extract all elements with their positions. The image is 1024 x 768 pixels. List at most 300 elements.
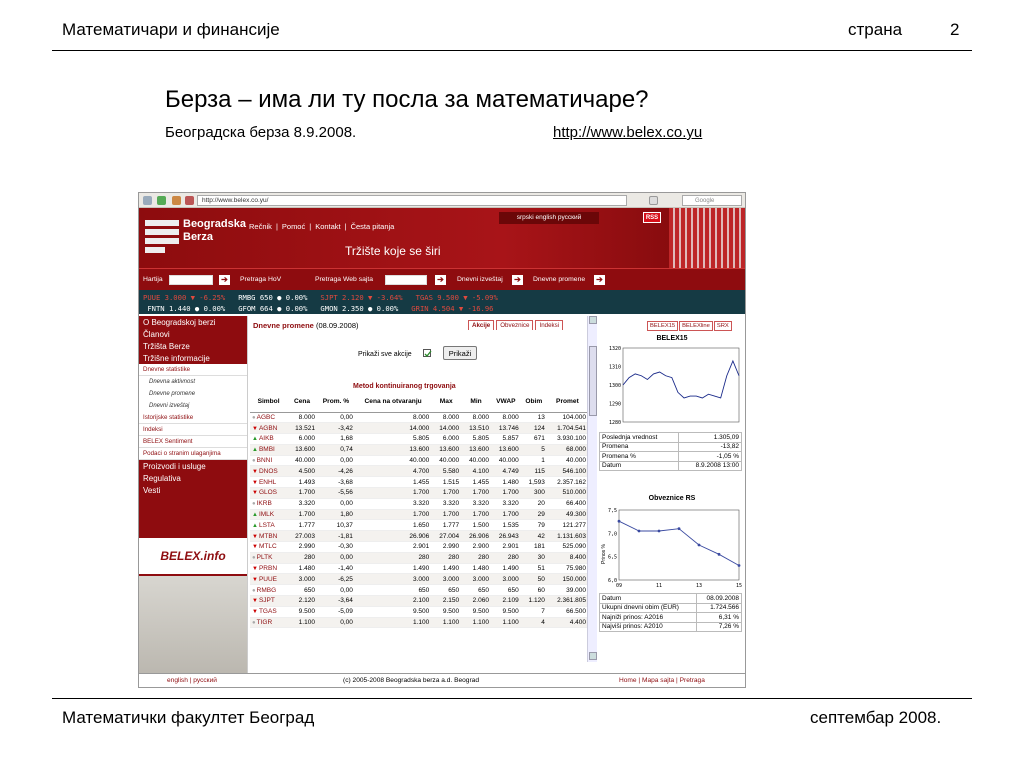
method-label: Metod kontinuiranog trgovanja — [353, 383, 456, 390]
hartija-label: Hartija — [143, 276, 163, 283]
sidebar-item[interactable]: Članovi — [143, 330, 170, 339]
table-cell: 1.700 — [355, 488, 431, 499]
table-row[interactable] — [250, 542, 588, 553]
symbol-text: AIKB — [258, 435, 274, 443]
scroll-up-icon[interactable] — [589, 316, 597, 324]
table-cell: 1.100 — [287, 617, 317, 628]
table-cell: 546.100 — [547, 466, 588, 477]
sidebar-subitem[interactable]: Indeksi — [139, 424, 247, 436]
table-cell: 8.000 — [491, 412, 521, 423]
table-cell: 1.100 — [431, 617, 461, 628]
footer-languages[interactable]: english | русский — [167, 677, 217, 684]
change-direction-icon: ▲ — [252, 522, 258, 529]
hartija-go-button[interactable]: ➔ — [219, 275, 230, 285]
web-search-input[interactable] — [385, 275, 427, 285]
bonds-table — [599, 593, 742, 632]
table-cell: 1.700 — [287, 488, 317, 499]
table-cell: 39.000 — [547, 585, 588, 596]
change-direction-icon: ▼ — [252, 490, 258, 497]
language-switch[interactable]: srpski english русский — [499, 212, 599, 224]
symbol-cell[interactable] — [250, 574, 287, 585]
table-cell: -3,64 — [317, 596, 355, 607]
table-cell: 181 — [521, 542, 547, 553]
belex15-table — [599, 432, 742, 471]
data-point — [678, 527, 681, 530]
table-cell: 1.700 — [355, 509, 431, 520]
table-cell: 2.150 — [431, 596, 461, 607]
show-all-label: Prikaži sve akcije — [358, 351, 412, 358]
table-cell: -3,68 — [317, 477, 355, 488]
table-cell: 650 — [461, 585, 491, 596]
symbol-cell[interactable] — [250, 455, 287, 466]
table-cell: 0,74 — [317, 444, 355, 455]
data-point — [658, 530, 661, 533]
ticker-item[interactable]: RMBG 650 ● 0.00% — [225, 293, 308, 302]
table-cell: 1.777 — [287, 520, 317, 531]
dnevne-promene-link[interactable]: Dnevne promene — [533, 276, 586, 283]
sidebar-item[interactable]: Tržišne informacije — [143, 354, 210, 363]
table-cell: 280 — [287, 552, 317, 563]
symbol-cell[interactable] — [250, 498, 287, 509]
sidebar-subitem[interactable]: Istorijske statistike — [139, 412, 247, 424]
sidebar-item[interactable]: Vesti — [143, 486, 161, 495]
home-icon[interactable] — [172, 196, 181, 205]
brand-name[interactable] — [183, 218, 246, 244]
rss-button[interactable]: RSS — [643, 212, 661, 223]
table-cell: 14.000 — [355, 423, 431, 434]
table-cell: 4.400 — [547, 617, 588, 628]
label-cell: Promena — [600, 442, 679, 452]
search-box[interactable]: Google — [682, 195, 742, 206]
table-cell: -1,40 — [317, 563, 355, 574]
symbol-text: AGBN — [258, 424, 278, 432]
table-cell: 13.600 — [461, 444, 491, 455]
sidebar-item[interactable]: O Beogradskoj berzi — [143, 318, 216, 327]
table-cell: 40.000 — [461, 455, 491, 466]
dnevni-izvestaj-link[interactable]: Dnevni izveštaj — [457, 276, 503, 283]
symbol-text: PLTK — [256, 554, 273, 562]
table-cell: 6.000 — [287, 434, 317, 445]
table-cell: 6.000 — [431, 434, 461, 445]
scroll-down-icon[interactable] — [589, 652, 597, 660]
quotes-table — [250, 392, 588, 628]
y-tick-label: 1310 — [608, 364, 621, 371]
sidebar-item[interactable]: Proizvodi i usluge — [143, 462, 206, 471]
bookmark-icon[interactable] — [185, 196, 194, 205]
value-cell: 7,26 % — [697, 622, 742, 632]
nav-separator: | — [275, 222, 278, 231]
symbol-text: GLOS — [258, 489, 278, 497]
slide-subtitle: Београдска берза 8.9.2008. — [165, 124, 357, 141]
symbol-cell[interactable] — [250, 509, 287, 520]
symbol-text: RMBG — [256, 586, 277, 594]
plot-frame — [619, 510, 739, 580]
izvestaj-go-button[interactable]: ➔ — [512, 275, 523, 285]
table-cell: 9.500 — [491, 606, 521, 617]
table-cell: 13.600 — [431, 444, 461, 455]
table-cell: 5 — [521, 444, 547, 455]
web-search-go-button[interactable]: ➔ — [435, 275, 446, 285]
table-row[interactable] — [250, 498, 588, 509]
change-direction-icon: ● — [252, 587, 256, 594]
main-content — [247, 316, 599, 683]
nav-link[interactable]: Pomoć — [281, 222, 306, 231]
table-cell: 66.500 — [547, 606, 588, 617]
table-cell: 1 — [521, 455, 547, 466]
table-row[interactable] — [250, 466, 588, 477]
table-cell: 0,00 — [317, 498, 355, 509]
show-all-checkbox[interactable] — [423, 349, 431, 357]
table-cell: 1.700 — [461, 509, 491, 520]
symbol-cell[interactable] — [250, 596, 287, 607]
pretraga-web-label: Pretraga Web sajta — [315, 276, 374, 283]
symbol-cell[interactable] — [250, 563, 287, 574]
table-cell: 510.000 — [547, 488, 588, 499]
table-cell: 8.400 — [547, 552, 588, 563]
site-footer — [139, 673, 745, 687]
table-row[interactable] — [250, 455, 588, 466]
y-tick-label: 1290 — [608, 401, 621, 408]
table-cell: 42 — [521, 531, 547, 542]
main-tabs — [468, 320, 565, 330]
table-cell: 66.400 — [547, 498, 588, 509]
table-row[interactable] — [250, 606, 588, 617]
change-direction-icon: ● — [252, 555, 256, 562]
table-cell: 9.500 — [287, 606, 317, 617]
table-cell: -3,42 — [317, 423, 355, 434]
symbol-cell[interactable] — [250, 412, 287, 423]
table-cell: 280 — [491, 552, 521, 563]
symbol-cell[interactable] — [250, 466, 287, 477]
ticker-line-1 — [143, 292, 745, 303]
stock-ticker — [139, 290, 745, 314]
symbol-text: BMBI — [258, 446, 275, 454]
sidebar-subitem[interactable]: Dnevne statistike — [139, 364, 247, 376]
table-cell: 10,37 — [317, 520, 355, 531]
data-point — [698, 544, 701, 547]
scroll-thumb[interactable] — [589, 346, 597, 416]
title-text: Dnevne promene — [253, 321, 314, 330]
table-row — [600, 452, 742, 462]
table-cell: 13.600 — [491, 444, 521, 455]
table-cell: 2.901 — [491, 542, 521, 553]
table-row — [600, 461, 742, 471]
table-cell: 8.000 — [461, 412, 491, 423]
table-cell: 1,80 — [317, 509, 355, 520]
table-cell: -6,25 — [317, 574, 355, 585]
table-cell: 40.000 — [491, 455, 521, 466]
table-cell: 26.906 — [355, 531, 431, 542]
belex-info-logo[interactable]: BELEX.info — [139, 538, 247, 574]
ticker-item[interactable]: SJPT 2.120 ▼ -3.64% — [307, 293, 403, 302]
table-cell: 1.700 — [491, 488, 521, 499]
x-tick-label: 15 — [735, 583, 743, 589]
table-cell: 650 — [431, 585, 461, 596]
value-cell: 08.09.2008 — [697, 594, 742, 604]
table-row[interactable] — [250, 531, 588, 542]
tab-obveznice[interactable]: Obveznice — [496, 320, 533, 330]
sidebar-item[interactable]: Tržišta Berze — [143, 342, 190, 351]
table-cell: 650 — [491, 585, 521, 596]
table-row[interactable] — [250, 444, 588, 455]
table-row[interactable] — [250, 477, 588, 488]
label-cell: Najniži prinos: A2016 — [600, 613, 697, 623]
belex-link[interactable]: http://www.belex.co.yu — [553, 124, 703, 141]
top-nav — [249, 222, 398, 231]
table-cell: 60 — [521, 585, 547, 596]
x-tick-label: 13 — [695, 583, 703, 589]
sidebar-subsubitem[interactable]: Dnevne promene — [139, 388, 247, 400]
tab-srx[interactable]: SRX — [714, 321, 732, 331]
promene-go-button[interactable]: ➔ — [594, 275, 605, 285]
symbol-cell[interactable] — [250, 477, 287, 488]
table-cell: 1.100 — [355, 617, 431, 628]
search-bar — [139, 268, 745, 290]
symbol-text: DNOS — [258, 467, 278, 475]
data-point — [638, 530, 641, 533]
symbol-cell[interactable] — [250, 617, 287, 628]
table-cell: 4.100 — [461, 466, 491, 477]
table-cell: 124 — [521, 423, 547, 434]
y-tick-label: 6,5 — [607, 554, 617, 561]
symbol-cell[interactable] — [250, 531, 287, 542]
plot-frame — [623, 348, 739, 422]
table-row[interactable] — [250, 434, 588, 445]
table-row[interactable] — [250, 574, 588, 585]
table-cell: 4.700 — [355, 466, 431, 477]
value-cell: 8.9.2008 13:00 — [678, 461, 741, 471]
table-cell: 29 — [521, 509, 547, 520]
symbol-text: IKRB — [256, 500, 272, 508]
bonds-chart — [599, 504, 745, 590]
table-cell: 13.746 — [491, 423, 521, 434]
ticker-item[interactable]: PUUE 3.000 ▼ -6.25% — [143, 293, 226, 302]
symbol-cell[interactable] — [250, 542, 287, 553]
table-cell: 68.000 — [547, 444, 588, 455]
table-scrollbar[interactable] — [587, 316, 597, 662]
table-cell: 671 — [521, 434, 547, 445]
symbol-text: BNNI — [256, 457, 273, 465]
slide-header-title: Математичари и финансије — [62, 20, 280, 39]
table-cell: 75.980 — [547, 563, 588, 574]
ticker-item[interactable]: FNTN 1.440 ● 0.00% — [143, 304, 226, 313]
table-cell: 2.901 — [355, 542, 431, 553]
footer-right: септембар 2008. — [810, 708, 942, 727]
nav-link[interactable]: Rečnik — [249, 222, 272, 231]
table-cell: -5,09 — [317, 606, 355, 617]
symbol-text: MTLC — [258, 543, 277, 551]
table-row[interactable] — [250, 488, 588, 499]
table-cell: -5,56 — [317, 488, 355, 499]
symbol-text: IMLK — [258, 511, 275, 519]
table-cell: 20 — [521, 498, 547, 509]
table-cell: 280 — [431, 552, 461, 563]
star-icon[interactable] — [649, 196, 658, 205]
table-cell: 79 — [521, 520, 547, 531]
table-cell: -4,26 — [317, 466, 355, 477]
symbol-cell[interactable] — [250, 488, 287, 499]
y-tick-label: 7,5 — [607, 508, 617, 514]
symbol-cell[interactable] — [250, 585, 287, 596]
table-cell: 49.300 — [547, 509, 588, 520]
symbol-cell[interactable] — [250, 552, 287, 563]
sidebar-subsubitem[interactable]: Dnevni izveštaj — [139, 400, 247, 412]
title-date: (08.09.2008) — [315, 321, 359, 330]
data-point — [718, 553, 721, 556]
data-point — [738, 564, 741, 567]
hartija-input[interactable] — [169, 275, 213, 285]
sidebar-item[interactable]: Regulativa — [143, 474, 181, 483]
symbol-text: AGBC — [256, 413, 276, 421]
ticker-item[interactable]: GFOM 664 ● 0.00% — [225, 304, 308, 313]
table-cell: 40.000 — [547, 455, 588, 466]
table-cell: 1.490 — [491, 563, 521, 574]
table-cell: 8.000 — [287, 412, 317, 423]
nav-separator: | — [309, 222, 312, 231]
data-point — [618, 520, 621, 523]
change-direction-icon: ▼ — [252, 598, 258, 605]
change-direction-icon: ▼ — [252, 479, 258, 486]
column-header: Cena na otvaranju — [355, 392, 431, 412]
show-button[interactable]: Prikaži — [443, 346, 477, 360]
pretraga-hov-link[interactable]: Pretraga HoV — [240, 276, 282, 283]
footer-links[interactable]: Home | Mapa sajta | Pretraga — [619, 677, 705, 684]
change-direction-icon: ▼ — [252, 609, 258, 616]
y-tick-label: 1280 — [608, 420, 621, 426]
table-cell: 8.000 — [355, 412, 431, 423]
building-photo — [669, 208, 745, 268]
table-cell: 14.000 — [431, 423, 461, 434]
table-cell: 2.900 — [461, 542, 491, 553]
address-bar[interactable]: http://www.belex.co.yu/ — [197, 195, 627, 206]
tagline: Tržište koje se širi — [345, 244, 441, 258]
ticker-item[interactable]: GMON 2.350 ● 0.00% — [307, 304, 399, 313]
symbol-cell[interactable] — [250, 434, 287, 445]
table-row[interactable] — [250, 423, 588, 434]
table-row[interactable] — [250, 596, 588, 607]
table-cell: 9.500 — [431, 606, 461, 617]
column-header: VWAP — [491, 392, 521, 412]
table-cell: 2.109 — [491, 596, 521, 607]
table-cell: 3.000 — [287, 574, 317, 585]
table-cell: 1.100 — [491, 617, 521, 628]
value-cell: -13,82 — [678, 442, 741, 452]
table-row[interactable] — [250, 552, 588, 563]
table-row — [600, 433, 742, 443]
page-title — [253, 321, 359, 330]
belex-logo-icon[interactable] — [145, 218, 179, 252]
change-direction-icon: ▲ — [252, 447, 258, 454]
table-cell: 27.003 — [287, 531, 317, 542]
footer-left: Математички факултет Београд — [62, 708, 315, 727]
table-row[interactable] — [250, 617, 588, 628]
label-cell: Poslednja vrednost — [600, 433, 679, 443]
table-row[interactable] — [250, 585, 588, 596]
table-cell: 3.000 — [431, 574, 461, 585]
table-cell: -1,81 — [317, 531, 355, 542]
y-tick-label: 1320 — [608, 346, 621, 352]
table-cell: 8.000 — [431, 412, 461, 423]
table-cell: 3.320 — [431, 498, 461, 509]
table-cell: 121.277 — [547, 520, 588, 531]
tab-belexline[interactable]: BELEXline — [679, 321, 713, 331]
sidebar-subsubitem[interactable]: Dnevna aktivnost — [139, 376, 247, 388]
table-cell: 1.700 — [461, 488, 491, 499]
table-cell: 5.580 — [431, 466, 461, 477]
sidebar-subitem[interactable]: Podaci o stranim ulaganjima — [139, 448, 247, 460]
change-direction-icon: ▼ — [252, 576, 258, 583]
table-row — [600, 442, 742, 452]
table-row[interactable] — [250, 563, 588, 574]
ticker-item[interactable]: GRIN 4.504 ▼ -16.96 — [398, 304, 494, 313]
change-direction-icon: ▼ — [252, 566, 258, 573]
change-direction-icon: ● — [252, 458, 256, 465]
tab-akcije[interactable]: Akcije — [468, 320, 494, 330]
symbol-cell[interactable] — [250, 444, 287, 455]
symbol-cell[interactable] — [250, 520, 287, 531]
table-cell: 30 — [521, 552, 547, 563]
table-cell: 27.004 — [431, 531, 461, 542]
table-cell: 3.320 — [461, 498, 491, 509]
table-cell: 300 — [521, 488, 547, 499]
table-cell: 0,00 — [317, 585, 355, 596]
change-direction-icon: ▼ — [252, 468, 258, 475]
tab-indeksi[interactable]: Indeksi — [535, 320, 563, 330]
table-cell: 9.500 — [355, 606, 431, 617]
add-icon[interactable] — [157, 196, 166, 205]
sidebar-subitem[interactable]: BELEX Sentiment — [139, 436, 247, 448]
value-cell: 6,31 % — [697, 613, 742, 623]
table-cell: 280 — [355, 552, 431, 563]
symbol-text: ENHL — [258, 478, 277, 486]
table-row[interactable] — [250, 412, 588, 423]
table-row[interactable] — [250, 509, 588, 520]
symbol-text: TGAS — [258, 608, 277, 616]
table-cell: 280 — [461, 552, 491, 563]
table-cell: 115 — [521, 466, 547, 477]
table-cell: 104.000 — [547, 412, 588, 423]
symbol-cell[interactable] — [250, 423, 287, 434]
label-cell: Datum — [600, 461, 679, 471]
nav-link[interactable]: Česta pitanja — [350, 222, 395, 231]
tab-belex15[interactable]: BELEX15 — [647, 321, 678, 331]
table-row — [600, 613, 742, 623]
change-direction-icon: ● — [252, 501, 256, 508]
symbol-cell[interactable] — [250, 606, 287, 617]
symbol-text: LSTA — [258, 521, 275, 529]
change-direction-icon: ▲ — [252, 436, 258, 443]
table-cell: 1.700 — [431, 488, 461, 499]
back-icon[interactable] — [143, 196, 152, 205]
column-header: Min — [461, 392, 491, 412]
table-cell: 1.777 — [431, 520, 461, 531]
nav-link[interactable]: Kontakt — [315, 222, 341, 231]
table-cell: 0,00 — [317, 412, 355, 423]
change-direction-icon: ▼ — [252, 425, 258, 432]
table-cell: 150.000 — [547, 574, 588, 585]
table-row[interactable] — [250, 520, 588, 531]
table-cell: 0,00 — [317, 617, 355, 628]
table-cell: 40.000 — [287, 455, 317, 466]
table-cell: 4.500 — [287, 466, 317, 477]
ticker-item[interactable]: TGAS 9.500 ▼ -5.09% — [402, 293, 498, 302]
table-cell: 26.906 — [461, 531, 491, 542]
table-cell: -0,30 — [317, 542, 355, 553]
right-panel — [599, 316, 745, 683]
table-cell: 7 — [521, 606, 547, 617]
table-cell: 2.060 — [461, 596, 491, 607]
table-cell: 1.131.603 — [547, 531, 588, 542]
